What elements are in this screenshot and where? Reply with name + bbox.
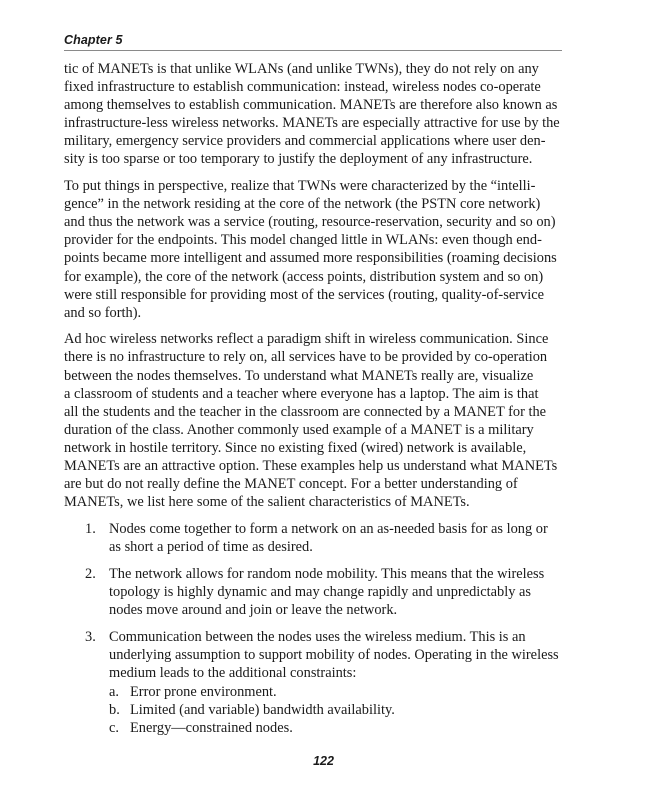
text-line: gence” in the network residing at the core of the network (the PSTN core network)	[64, 196, 541, 213]
text-line: topology is highly dynamic and may change rapidly and unpredictably as	[109, 584, 532, 601]
text-line: MANETs, we list here some of the salient characteristics of MANETs.	[64, 494, 470, 511]
list-number: 2.	[85, 565, 96, 582]
sublist-letter: b.	[109, 701, 120, 718]
sublist-item	[109, 683, 566, 701]
text-line: network in hostile territory. Since no existing fixed (wired) network is available,	[64, 439, 527, 456]
text-line: provider for the endpoints. This model changed little in WLANs: even though end-	[64, 232, 542, 249]
text-line: as short a period of time as desired.	[109, 538, 313, 555]
sublist-text: Energy—constrained nodes.	[130, 719, 293, 736]
text-line: were still responsible for providing most of the services (routing, quality-of-service	[64, 286, 544, 303]
sublist-text: Error prone environment.	[130, 683, 277, 700]
text-line: and thus the network was a service (routing, resource-reservation, security and so on)	[64, 214, 556, 231]
list-item	[64, 520, 566, 556]
sublist-letter: c.	[109, 719, 119, 736]
text-line: Ad hoc wireless networks reflect a paradigm shift in wireless communication. Since	[64, 331, 549, 348]
text-line: tic of MANETs is that unlike WLANs (and unlike TWNs), they do not rely on any	[64, 61, 539, 77]
list-number: 1.	[85, 520, 96, 537]
text-line: The network allows for random node mobility. This means that the wireless	[109, 565, 545, 582]
text-line: and so forth).	[64, 304, 142, 321]
text-line: between the nodes themselves. To understand what MANETs really are, visualize	[64, 367, 534, 384]
text-line: nodes move around and join or leave the network.	[109, 602, 398, 619]
text-line: for example), the core of the network (access points, distribution system and so on)	[64, 268, 544, 285]
list-item	[64, 565, 566, 619]
sublist-letter: a.	[109, 683, 119, 700]
text-line: a classroom of students and a teacher where everyone has a laptop. The aim is that	[64, 385, 539, 402]
list-number: 3.	[85, 629, 96, 646]
text-line: To put things in perspective, realize that TWNs were characterized by the “intelli-	[64, 178, 536, 195]
sublist-text: Limited (and variable) bandwidth availability.	[130, 701, 395, 718]
text-line: duration of the class. Another commonly used example of a MANET is a military	[64, 421, 534, 438]
paragraph	[64, 330, 566, 511]
text-line: points became more intelligent and assumed more responsibilities (roaming decisions	[64, 250, 557, 267]
list-item	[64, 628, 566, 737]
text-line: fixed infrastructure to establish communication: instead, wireless nodes co-operate	[64, 79, 541, 96]
text-line: underlying assumption to support mobility of nodes. Operating in the wireless	[109, 647, 559, 664]
chapter-label: Chapter 5	[64, 33, 123, 47]
page-header	[64, 30, 562, 51]
text-line: infrastructure-less wireless networks. MANETs are especially attractive for use by the	[64, 115, 560, 132]
constraints-sublist	[109, 683, 566, 737]
sublist-item	[109, 701, 566, 719]
characteristics-list	[64, 520, 566, 737]
text-line: Communication between the nodes uses the wireless medium. This is an	[109, 629, 526, 646]
text-line: medium leads to the additional constraints:	[109, 665, 357, 682]
text-line: sity is too sparse or too temporary to justify the deployment of any infrastructure.	[64, 151, 533, 168]
page-body	[64, 60, 566, 746]
text-line: MANETs are an attractive option. These examples help us understand what MANETs	[64, 457, 558, 474]
page-number: 122	[313, 754, 334, 768]
text-line: among themselves to establish communication. MANETs are therefore also known as	[64, 97, 558, 114]
paragraph	[64, 177, 566, 322]
paragraph	[64, 60, 566, 169]
text-line: all the students and the teacher in the classroom are connected by a MANET for the	[64, 403, 547, 420]
text-line: military, emergency service providers and commercial applications where user den-	[64, 133, 546, 150]
sublist-item	[109, 719, 566, 737]
text-line: there is no infrastructure to rely on, all services have to be provided by co-operation	[64, 349, 548, 366]
text-line: Nodes come together to form a network on an as-needed basis for as long or	[109, 520, 548, 537]
text-line: are but do not really define the MANET concept. For a better understanding of	[64, 476, 518, 493]
